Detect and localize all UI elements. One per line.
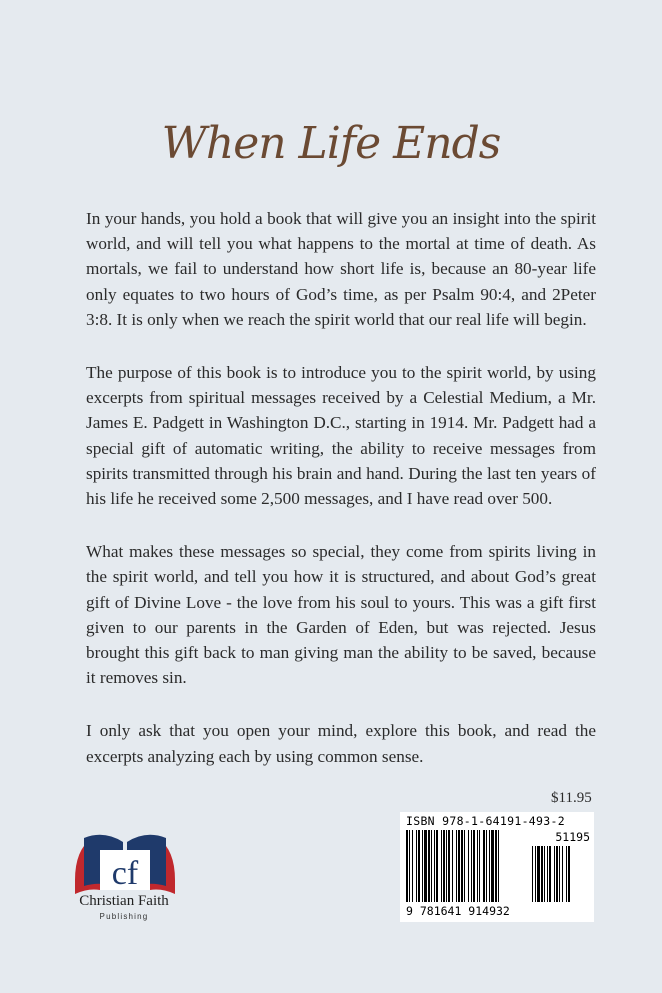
book-title: When Life Ends: [161, 118, 501, 169]
isbn-barcode: [400, 812, 594, 922]
blurb-paragraph: In your hands, you hold a book that will give you an insight into the spirit world, and will tell you what happens to the mortal at time of death. As mortals, we fail to understand how short life is, because an 80-year life only equates to two hours of God’s time, as per Psalm 90:4, and 2Peter 3:8. It is only when we reach the spirit world that our real life will begin.: [86, 209, 596, 329]
publisher-subtitle: Publishing: [99, 912, 149, 921]
blurb-paragraph: I only ask that you open your mind, explore this book, and read the excerpts analyzing each by using common sense.: [86, 721, 596, 766]
isbn-text: ISBN 978-1-64191-493-2: [406, 814, 565, 828]
barcode-digits: 9 781641 914932: [406, 904, 510, 918]
publisher-name: Christian Faith: [79, 893, 169, 909]
blurb-paragraph: What makes these messages so special, they come from spirits living in the spirit world, and tell you how it is structured, and about God’s great gift of Divine Love - the love from his soul to yours. This was a gift first given to our parents in the Garden of Eden, but was rejected. Jesus brought this gift back to man giving man the ability to be saved, because it removes sin.: [86, 542, 596, 688]
price-label: $11.95: [551, 790, 592, 806]
back-cover-blurb: [86, 206, 596, 797]
blurb-paragraph: The purpose of this book is to introduce you to the spirit world, by using excerpts from spiritual messages received by a Celestial Medium, a Mr. James E. Padgett in Washington D.C., starting in 1914. Mr. Padgett had a special gift of automatic writing, the ability to receive messages from spirits transmitted through his brain and hand. During the last ten years of his life he received some 2,500 messages, and I have read over 500.: [86, 363, 596, 509]
price-code: 51195: [555, 830, 590, 844]
logo-letters: cf: [111, 855, 139, 892]
